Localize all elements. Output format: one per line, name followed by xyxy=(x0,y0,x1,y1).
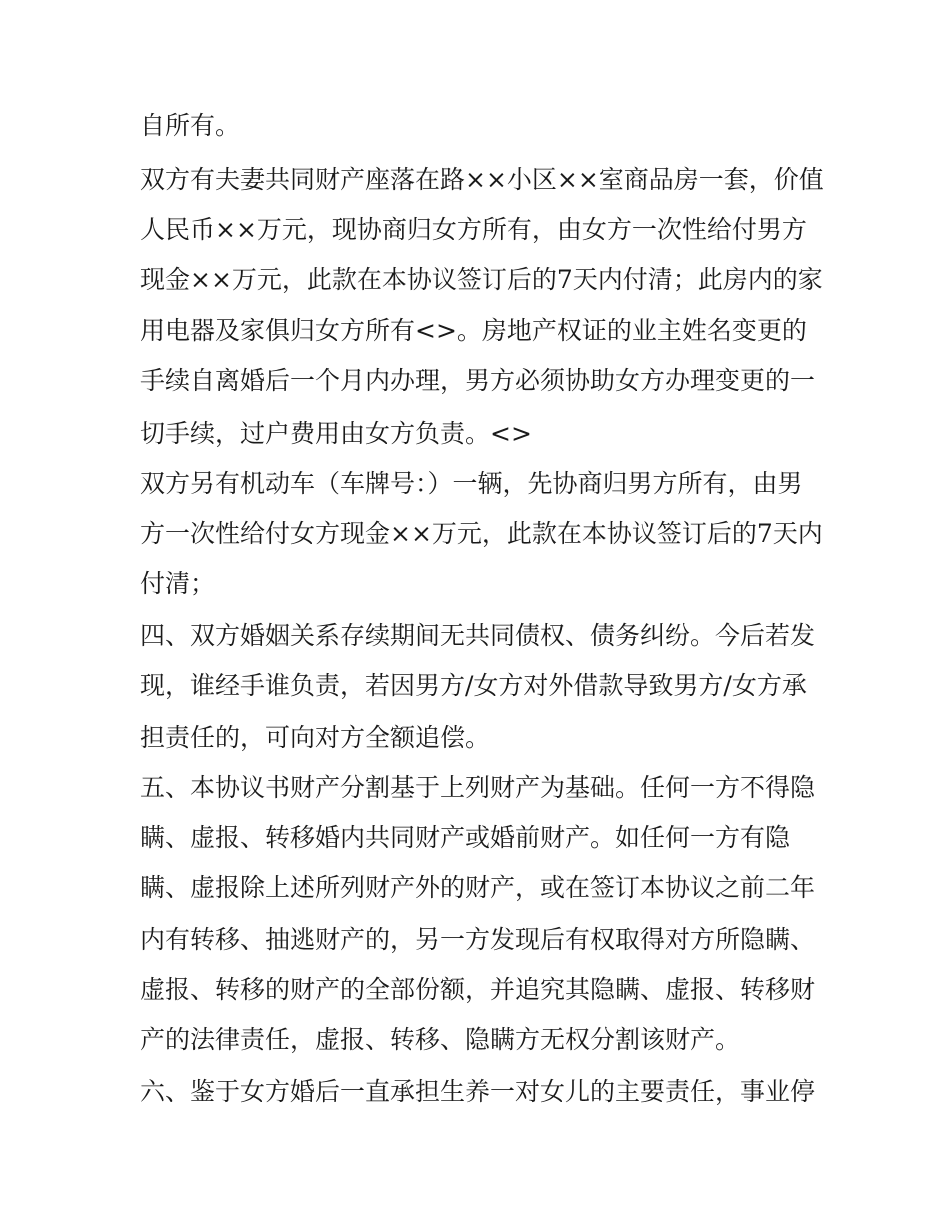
text-line: 六、鉴于女方婚后一直承担生养一对女儿的主要责任，事业停 xyxy=(140,1077,816,1106)
text-line: 担责任的，可向对方全额追偿。 xyxy=(140,723,491,752)
text-line: 手续自离婚后一个月内办理，男方必须协助女方办理变更的一 xyxy=(140,366,816,395)
text-line: 用电器及家俱归女方所有<>。房地产权证的业主姓名变更的 xyxy=(140,316,807,345)
text-line: 方一次性给付女方现金××万元，此款在本协议签订后的7天内 xyxy=(140,519,823,548)
text-line: 内有转移、抽逃财产的，另一方发现后有权取得对方所隐瞒、 xyxy=(140,925,816,954)
text-line: 四、双方婚姻关系存续期间无共同债权、债务纠纷。今后若发 xyxy=(140,621,816,650)
text-line: 产的法律责任，虚报、转移、隐瞒方无权分割该财产。 xyxy=(140,1025,741,1054)
text-line: 付清； xyxy=(140,569,216,598)
text-line: 瞒、虚报除上述所列财产外的财产，或在签订本协议之前二年 xyxy=(140,873,816,902)
text-line: 五、本协议书财产分割基于上列财产为基础。任何一方不得隐 xyxy=(140,773,816,802)
text-line: 虚报、转移的财产的全部份额，并追究其隐瞒、虚报、转移财 xyxy=(140,975,816,1004)
text-line: 双方另有机动车（车牌号：）一辆，先协商归男方所有，由男 xyxy=(140,469,803,498)
text-line: 人民币××万元，现协商归女方所有，由女方一次性给付男方 xyxy=(140,215,807,244)
text-line: 自所有。 xyxy=(140,111,241,140)
text-line: 瞒、虚报、转移婚内共同财产或婚前财产。如任何一方有隐 xyxy=(140,823,791,852)
text-line: 双方有夫妻共同财产座落在路××小区××室商品房一套，价值 xyxy=(140,165,824,194)
text-line: 现，谁经手谁负责，若因男方/女方对外借款导致男方/女方承 xyxy=(140,671,807,700)
text-line: 现金××万元，此款在本协议签订后的7天内付清；此房内的家 xyxy=(140,265,823,294)
text-line: 切手续，过户费用由女方负责。<> xyxy=(140,419,532,448)
